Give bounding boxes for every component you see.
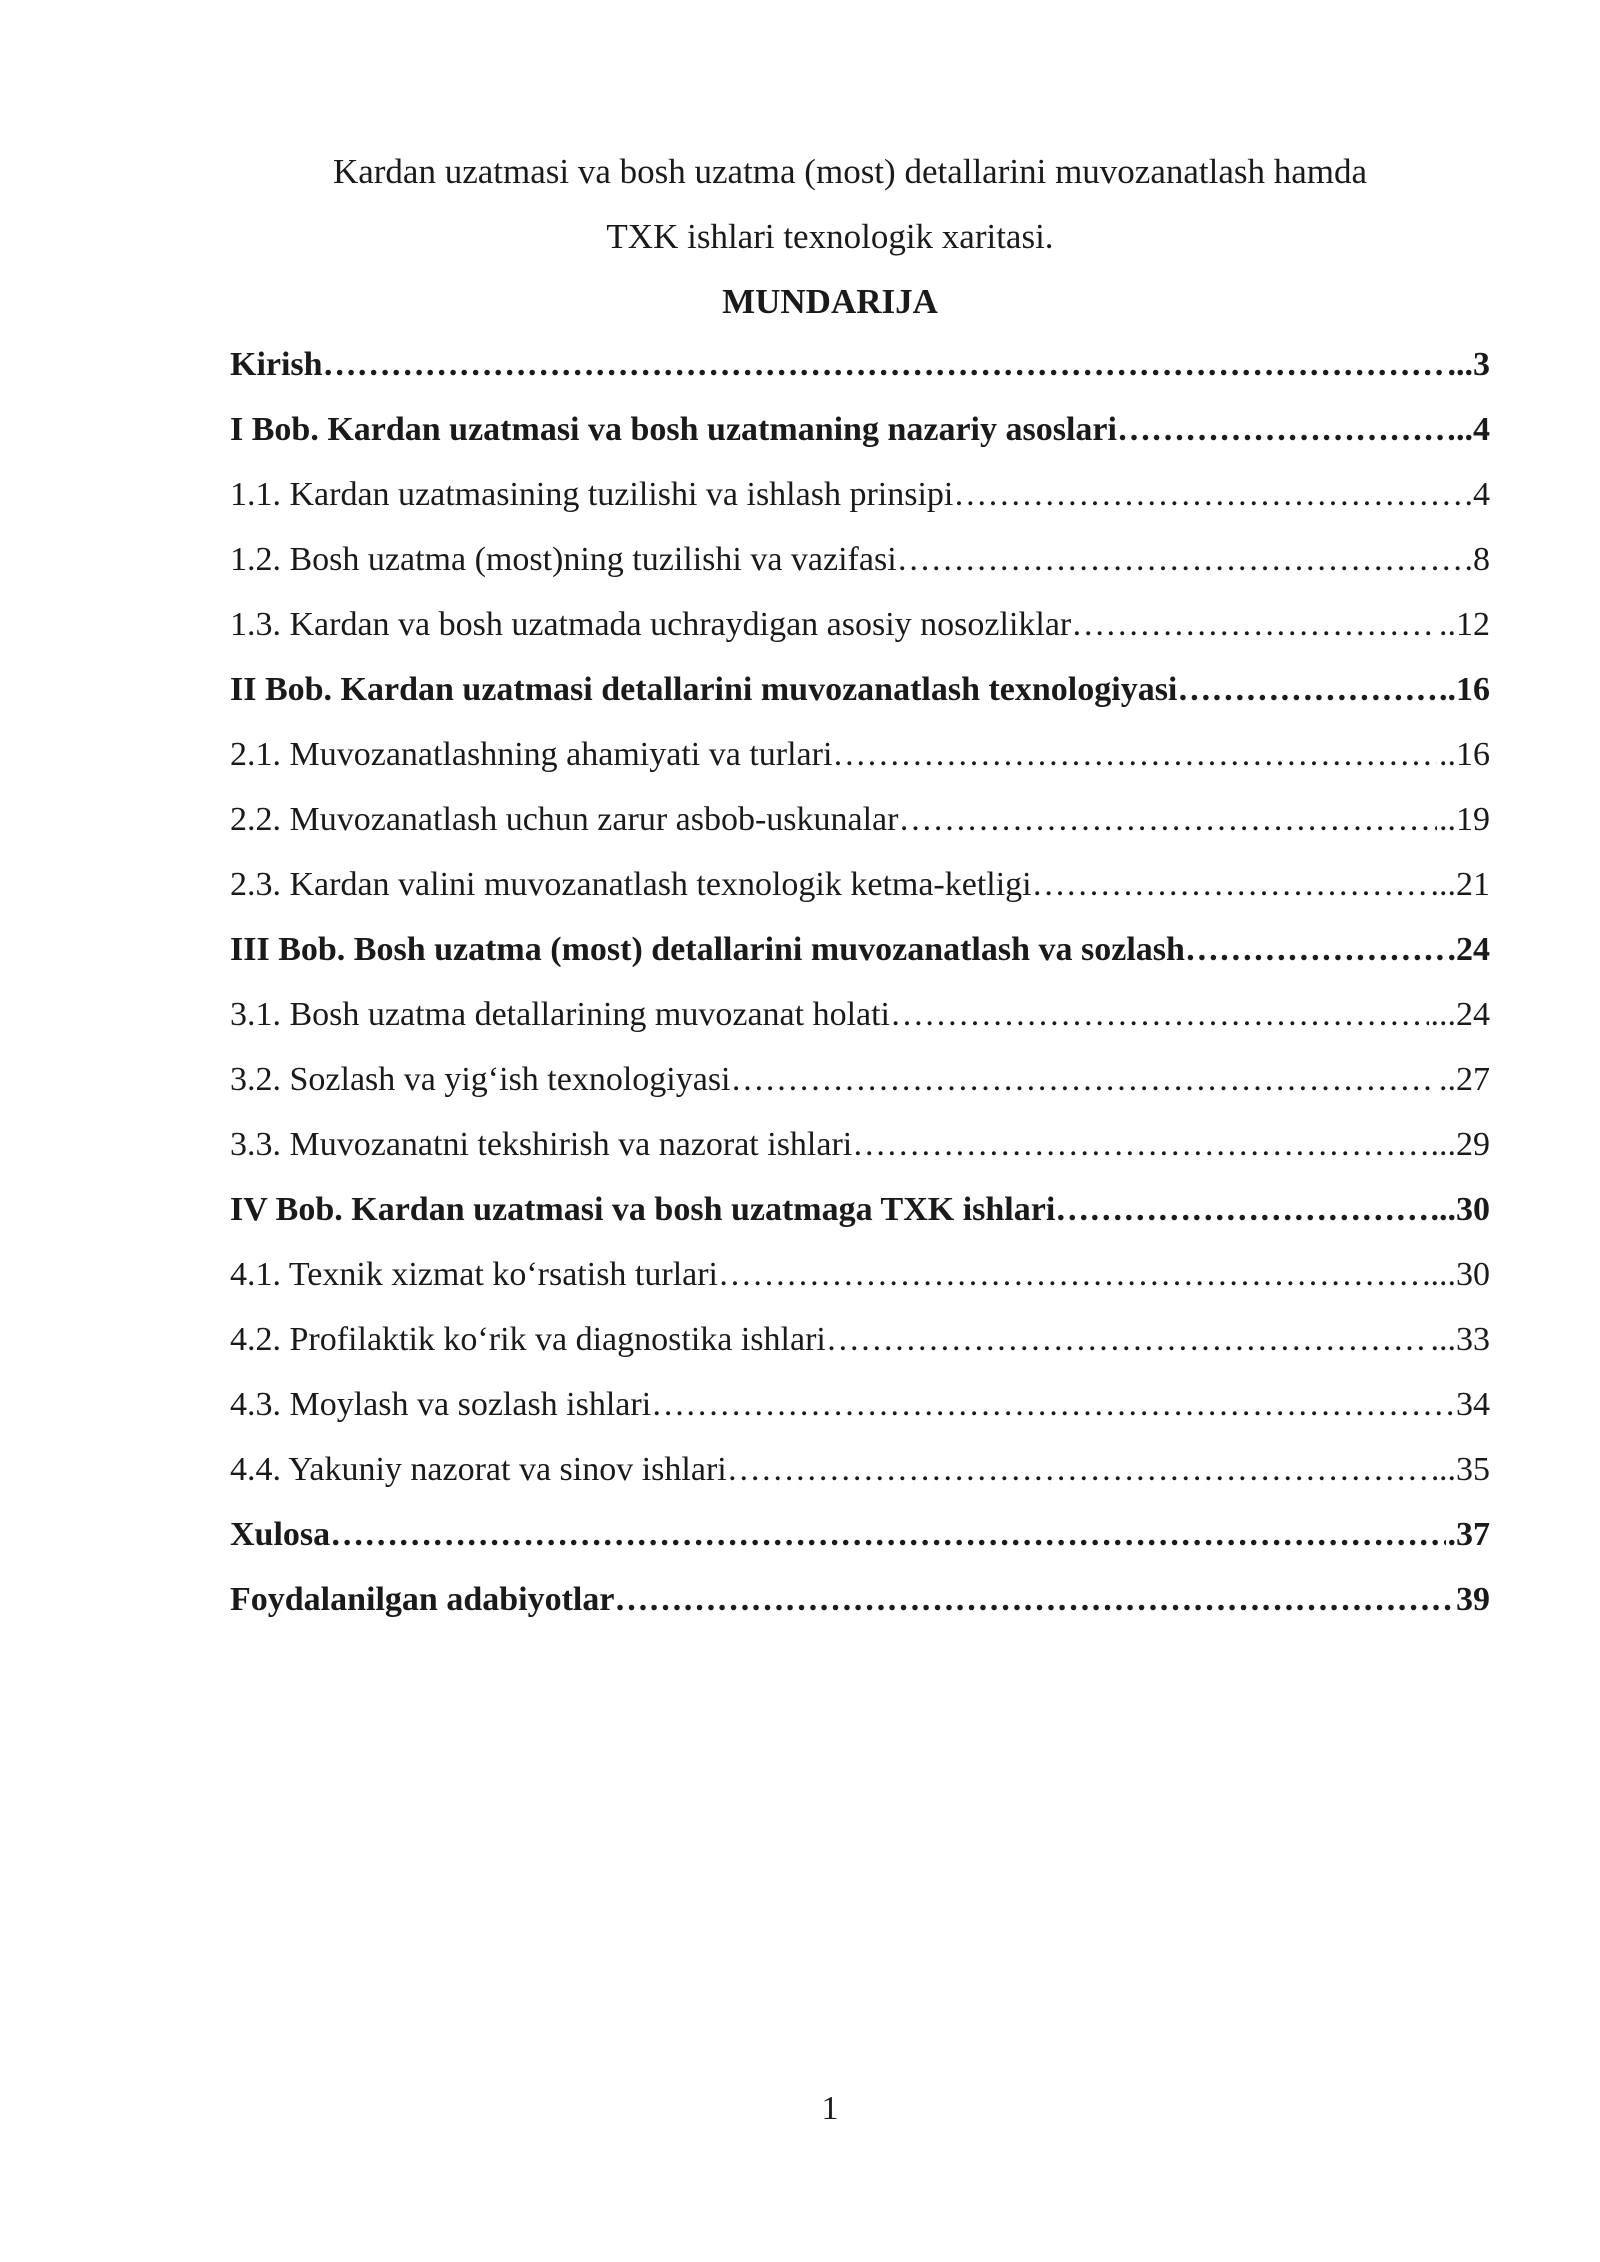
document-title-line-1: Kardan uzatmasi va bosh uzatma (most) detallarini muvozanatlash hamda xyxy=(332,152,1368,191)
toc-entry-page: ...3 xyxy=(1447,346,1490,383)
toc-entry-label: 4.1. Texnik xizmat ko‘rsatish turlari xyxy=(230,1256,719,1293)
toc-entry-label: 4.2. Profilaktik ko‘rik va diagnostika ishlari xyxy=(230,1321,826,1358)
toc-entry-page: ..19 xyxy=(1439,801,1490,838)
toc-entry-label: 2.2. Muvozanatlash uchun zarur asbob-uskunalar xyxy=(230,801,899,838)
toc-entry-label: III Bob. Bosh uzatma (most) detallarini muvozanatlash va sozlash xyxy=(230,931,1185,968)
toc-leader-dots xyxy=(651,1386,1454,1424)
page-number: 1 xyxy=(821,2090,839,2127)
toc-entry[interactable] xyxy=(230,541,1490,606)
toc-entry-page: ..12 xyxy=(1439,606,1490,643)
toc-entry-label: 3.1. Bosh uzatma detallarining muvozanat holati xyxy=(230,996,890,1033)
toc-entry-label: 1.3. Kardan va bosh uzatmada uchraydigan asosiy nosozliklar xyxy=(230,606,1072,643)
toc-leader-dots xyxy=(1055,1191,1428,1229)
toc-entry[interactable] xyxy=(230,411,1490,476)
toc-entry-label: Kirish xyxy=(230,346,323,383)
toc-leader-dots xyxy=(1071,606,1437,644)
toc-entry-label: 3.2. Sozlash va yig‘ish texnologiyasi xyxy=(230,1061,731,1098)
toc-entry-label: I Bob. Kardan uzatmasi va bosh uzatmaning nazariy asoslari xyxy=(230,411,1117,448)
toc-heading: MUNDARIJA xyxy=(722,282,938,321)
toc-entry[interactable] xyxy=(230,606,1490,671)
toc-entry-label: 4.3. Moylash va sozlash ishlari xyxy=(230,1386,652,1423)
toc-entry-page: .4 xyxy=(1464,476,1490,513)
toc-leader-dots xyxy=(1032,866,1429,904)
toc-entry-page: 39 xyxy=(1456,1581,1490,1618)
toc-entry-label: Xulosa xyxy=(230,1516,331,1553)
toc-entry-label: IV Bob. Kardan uzatmasi va bosh uzatmaga TXK ishlari xyxy=(230,1191,1056,1228)
toc-entry[interactable] xyxy=(230,1386,1490,1451)
toc-entry-page: ...33 xyxy=(1430,1321,1490,1358)
toc-leader-dots xyxy=(852,1126,1428,1164)
table-of-contents xyxy=(230,346,1490,1646)
toc-entry-page: .24 xyxy=(1447,931,1490,968)
toc-entry[interactable] xyxy=(230,866,1490,931)
toc-entry-page: ...21 xyxy=(1430,866,1490,903)
toc-entry[interactable] xyxy=(230,1256,1490,1321)
toc-entry-label: 1.2. Bosh uzatma (most)ning tuzilishi va vazifasi xyxy=(230,541,897,578)
toc-entry-page: .37 xyxy=(1447,1516,1490,1553)
toc-entry-label: 2.3. Kardan valini muvozanatlash texnologik ketma-ketligi xyxy=(230,866,1032,903)
toc-entry[interactable] xyxy=(230,1191,1490,1256)
toc-entry-page: ..35 xyxy=(1439,1451,1490,1488)
toc-entry[interactable] xyxy=(230,931,1490,996)
toc-leader-dots xyxy=(898,801,1437,839)
toc-entry[interactable] xyxy=(230,476,1490,541)
toc-leader-dots xyxy=(323,346,1446,384)
toc-leader-dots xyxy=(330,1516,1445,1554)
toc-leader-dots xyxy=(1185,931,1446,969)
toc-leader-dots xyxy=(890,996,1429,1034)
toc-leader-dots xyxy=(826,1321,1429,1359)
toc-entry[interactable] xyxy=(230,1581,1490,1646)
toc-entry-page: ..27 xyxy=(1439,1061,1490,1098)
toc-entry-page: ...30 xyxy=(1430,1256,1490,1293)
toc-leader-dots xyxy=(953,476,1462,514)
toc-entry-page: ..16 xyxy=(1439,671,1490,708)
toc-entry-page: ...30 xyxy=(1430,1191,1490,1228)
toc-entry[interactable] xyxy=(230,346,1490,411)
toc-entry-label: 2.1. Muvozanatlashning ahamiyati va turlari xyxy=(230,736,833,773)
toc-entry-label: II Bob. Kardan uzatmasi detallarini muvozanatlash texnologiyasi xyxy=(230,671,1178,708)
toc-entry-page: 34 xyxy=(1456,1386,1490,1423)
toc-entry[interactable] xyxy=(230,801,1490,866)
toc-entry-page: ...29 xyxy=(1430,1126,1490,1163)
toc-entry[interactable] xyxy=(230,1451,1490,1516)
toc-entry-label: Foydalanilgan adabiyotlar xyxy=(230,1581,615,1618)
toc-entry-page: ..4 xyxy=(1456,411,1490,448)
toc-leader-dots xyxy=(718,1256,1428,1294)
toc-entry-label: 1.1. Kardan uzatmasining tuzilishi va ishlash prinsipi xyxy=(230,476,954,513)
toc-entry[interactable] xyxy=(230,736,1490,801)
document-title-line-2: TXK ishlari texnologik xaritasi. xyxy=(606,217,1054,256)
toc-entry[interactable] xyxy=(230,671,1490,736)
toc-leader-dots xyxy=(897,541,1463,579)
toc-leader-dots xyxy=(1117,411,1454,449)
toc-leader-dots xyxy=(731,1061,1437,1099)
toc-entry-page: .8 xyxy=(1464,541,1490,578)
toc-leader-dots xyxy=(614,1581,1454,1619)
toc-entry[interactable] xyxy=(230,1516,1490,1581)
toc-entry-label: 4.4. Yakuniy nazorat va sinov ishlari xyxy=(230,1451,727,1488)
toc-leader-dots xyxy=(832,736,1437,774)
toc-leader-dots xyxy=(727,1451,1437,1489)
toc-entry-page: ..16 xyxy=(1439,736,1490,773)
toc-entry[interactable] xyxy=(230,996,1490,1061)
toc-entry[interactable] xyxy=(230,1061,1490,1126)
toc-entry[interactable] xyxy=(230,1126,1490,1191)
toc-entry-page: ...24 xyxy=(1430,996,1490,1033)
toc-leader-dots xyxy=(1177,671,1437,709)
toc-entry-label: 3.3. Muvozanatni tekshirish va nazorat ishlari xyxy=(230,1126,853,1163)
toc-entry[interactable] xyxy=(230,1321,1490,1386)
